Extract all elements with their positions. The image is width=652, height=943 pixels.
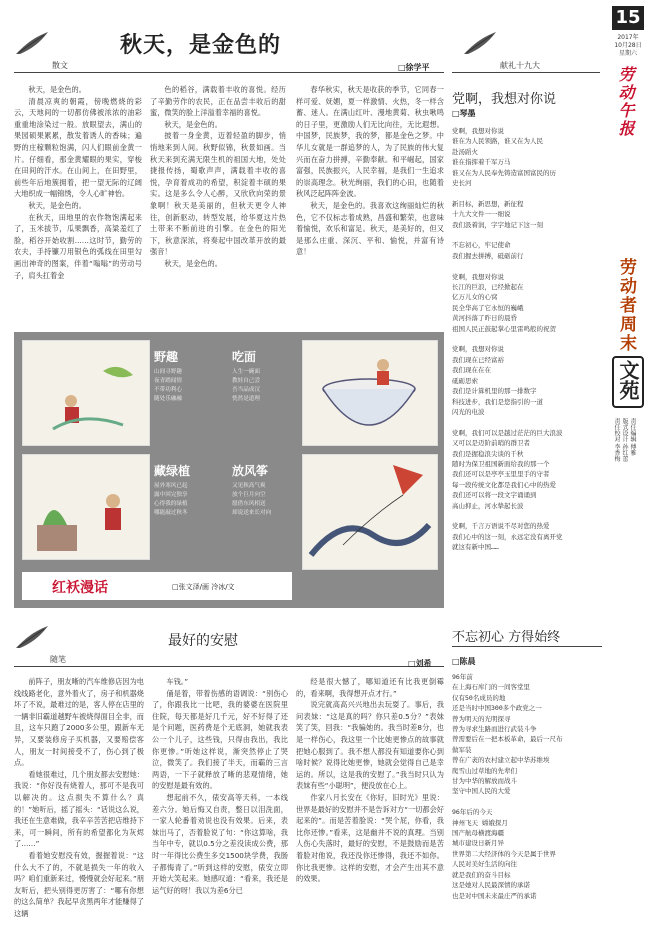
- poem-line: 每一段传统文化都是我们心中的热爱: [452, 480, 556, 489]
- poem-line: 曾为寻求生路而进行武装斗争: [452, 725, 537, 734]
- poem-line: 就是我们的奋斗目标: [452, 870, 511, 879]
- poem-line: 就这有新中国……: [452, 543, 499, 552]
- stanza-gap: [452, 230, 602, 240]
- poem2-author: □陈晨: [452, 657, 476, 666]
- article1-column-2: 色的稻谷，满载着丰收的喜悦。经历了辛勤劳作的农民，正在品尝丰收后的甜蜜，微笑的脸上洋溢着幸福的喜悦。 秋天，是金色的。 披着一身金黄，迈着轻盈的脚步，悄悄地来到人间。秋野似锦，秋景如画。当秋天来到充满无限生机的祖国大地，处处捷报传扬，蜀歌声声，满载着丰收的喜悦，孕育着成功的希望，积淀着丰硕的果实。这是多么令人心醉，又欣欣向荣的景象啊！秋天是美丽的，但秋天更令人神往，创新驱动，转型发展，给华夏这片热土带来不断前进的引擎。在金色的阳光下，秋意深浓，将奏起中国改革开放的最强音！ 秋天，是金色的。: [150, 85, 286, 268]
- poem-line: 党啊，千言万语说不尽对您的热爱: [452, 522, 550, 531]
- poem2-title: 不忘初心 方得始终: [452, 630, 561, 645]
- issue-date: 2017年 10月28日 星期六: [614, 34, 642, 57]
- comic-panel-1-title: 野趣: [154, 350, 179, 364]
- poem-line: 世界第二大经济体的今天是属于世界: [452, 849, 556, 858]
- poem-line: 我们还可以将一段文字诵诵到: [452, 491, 537, 500]
- poem-line: 也是对中国未来最庄严的承诺: [452, 891, 537, 900]
- stanza-gap: [452, 188, 602, 198]
- poem2-body: [452, 672, 602, 938]
- essay-tag: 散文: [52, 61, 68, 70]
- stanza-gap: [452, 334, 602, 344]
- poem-line: 神州飞天 嫦娥探月: [452, 818, 508, 827]
- comic-panel-1-illustration: [22, 340, 150, 446]
- poem-line: 又可以是迈阶前哨的群卫者: [452, 439, 530, 448]
- poem-line: 做军装: [452, 745, 472, 754]
- stanza-gap: [452, 417, 602, 427]
- poem-line: 我们汲着润，字字地记下这一刻: [452, 220, 543, 229]
- poem-line: 我们现在已经富裕: [452, 355, 504, 364]
- comic-title-bar: [22, 572, 292, 600]
- poem-line: 随时为保卫祖国新面给我的那一个: [452, 459, 550, 468]
- comic-panel-3-title: 藏绿植: [154, 464, 191, 478]
- feather-pen-icon: [14, 624, 50, 650]
- poem-line: 民全华高了它永恒的巍峨: [452, 303, 524, 312]
- editor-credits: 责任编辑 傅雅 版式设计 孙红蕾 责任校对 李香梅: [613, 418, 636, 462]
- poem-line: 我们心中的这一刻，永远定没有离开党: [452, 532, 563, 541]
- poem-line: 仅有50名成员的地: [452, 693, 506, 702]
- section-name: 劳动者周末: [616, 258, 636, 353]
- poem-line: 甘为中华的解放而战斗: [452, 777, 517, 786]
- notes-tag: 随笔: [50, 655, 66, 664]
- poem-line: 96年前: [452, 673, 473, 681]
- comic-title: 红袄漫话: [52, 580, 108, 596]
- poem1-author: □琴墨: [452, 109, 476, 118]
- poem-line: 这是她对人民最深情的承诺: [452, 881, 530, 890]
- poem-line: 赴汤蹈火: [452, 147, 478, 156]
- poem-line: 在上海石库门的一间客堂里: [452, 683, 530, 692]
- poem1-title: 党啊，我想对你说: [452, 92, 557, 107]
- poem-line: 长江的巨浪，已经掀起在: [452, 283, 524, 292]
- poem-line: 祖国人民正鼓起掌心里雷鸣般的祝贺: [452, 324, 556, 333]
- poem-line: 新目标，新思想，新征程: [452, 199, 524, 208]
- poem-line: 曾需要后在一把本板革命，最后一尺布: [452, 735, 563, 744]
- poem-line: 谁在指挥着千军万马: [452, 158, 511, 167]
- comic-panel-1-poem: 山间寻野趣 夜青踏闻情 不带功利心 随处乐融融: [154, 369, 182, 402]
- poem-line: 党啊，我想对你说: [452, 272, 504, 281]
- stanza-gap: [452, 797, 602, 807]
- stanza-gap: [452, 511, 602, 521]
- poem-line: 爬雪山过草地的先辈们: [452, 766, 517, 775]
- poem-line: 党啊，我们可以是越过茫茫的巨大浪波: [452, 428, 563, 437]
- comic-panel-4-poem: 又见秋高气爽 放个巨月向空 愿借东风相送 却说送来长对向: [232, 483, 272, 516]
- comic-panel-2-title: 吃面: [232, 350, 257, 364]
- poem-line: 我们是握稳浪尖谈的千秋: [452, 449, 524, 458]
- poem-line: 城市建设日新月异: [452, 839, 504, 848]
- poem-line: 闪光的电波: [452, 407, 485, 416]
- poem1-body: [452, 126, 602, 608]
- comic-panel-2-poem: 人生一碗面 教娃自己尝 吾当品成汉 恍然是道理: [232, 369, 260, 402]
- poem-line: 亿万儿女的心窝: [452, 293, 498, 302]
- poem-line: 我们现在在在: [452, 366, 491, 375]
- article1-column-3: 春华秋实，秋天是收获的季节，它同春一样可爱、妩媚，夏一样激情、火热，冬一样含蓄、迷人。在满山红叶、漫地黄菊、秋虫啾鸣的日子里，更激励人们无比向往，无比遐想。中国梦，民族梦，我的梦，都是金色之梦。中华儿女就是一群追梦的人，为了民族的伟大复兴而在奋力拼搏，辛勤奉献。和平崛起，国家富强，民族振兴，人民幸福，是我们一生追求的崇高理念。秋光绚丽，我们的心田，也随着秋风泛起阵阵金波。 秋天，是金色的。我喜欢这绚丽灿烂的秋色，它不仅标志着成熟，昌盛和繁荣，也意味着愉悦，欢乐和富足。秋天，是美好的，但又是那么庄重、深沉、平和、愉悦，并富有诗意！: [296, 85, 444, 257]
- poem-line: 曾在广袤的农村建立起中华苏维埃: [452, 756, 550, 765]
- poem-line: 十九大文件一一细说: [452, 210, 511, 219]
- article1-author: □徐学平: [398, 63, 430, 72]
- poem-line: 黄河抖落了昨日的晨昏: [452, 314, 517, 323]
- comic-credit: □张文泽/画 冷冰/文: [172, 583, 235, 591]
- article2-column-3: 经是很大憾了，哪知道还有比我更倒霉的，看来啊，我得想开点才行。” 说完就高高兴兴地出去玩耍了。事后，我问表妹：“这是真的吗？你只差0.5分？”表妹笑了笑，回我：“我骗她的。我当时差8分，也是一样伤心，我这里一个比她更惨点的故事就把她心服到了。我不想人都没有知道要你心到啥时候？说得比她更惨，她就会觉得自己是幸运的。所以，这是我的安慰了。”我当时只认为表妹有些“小聪明”，便没放在心上。 作家八月长安在《你好，旧时光》里说：世界是最好的安慰并不是告诉对方“一切都会好起来的”。而是苦着脸说：“哭个屁，你看，我比你还惨。”看来，这是幽并不说的真理。当别人伤心失落时，最好的安慰，不是鼓励而是苦着脸对他说，我还没你还惨得，我还不如你。你比我更惨。这样的安慰，才会产生出其不意的效果。: [296, 677, 444, 884]
- poem-line: 科技进步，我们是您指引的一道: [452, 397, 543, 406]
- poem-line: 谁在为人民领路，谁又在为人民: [452, 137, 543, 146]
- comic-panel-3-poem: 屋外寒风已起 露中回完独享 心得我的绿植 哪能敲过秋冬: [154, 483, 188, 516]
- page-number: 15: [612, 6, 644, 30]
- comic-panel-4-illustration: [302, 454, 438, 570]
- feather-pen-icon: [14, 30, 50, 56]
- poem-line: 党啊，我想对你说: [452, 345, 504, 354]
- poem-line: 我们还可以是亭亭玉里里手的守者: [452, 470, 550, 479]
- article2-author: □刘希: [408, 659, 432, 668]
- poem-line: 96年后的今天: [452, 808, 493, 817]
- poem-line: 我们是计算机里的那一排数字: [452, 387, 537, 396]
- article2-title: 最好的安慰: [168, 633, 238, 649]
- poem-line: 谁又在为人民奉先铸造富国富民的历: [452, 168, 556, 177]
- masthead-logo: 劳动午报: [616, 66, 635, 138]
- poem-line: 党啊，我想对你说: [452, 127, 504, 135]
- poem-line: 人民对美好生活的向往: [452, 860, 517, 869]
- poem-line: 不忘初心，牢记使命: [452, 241, 511, 250]
- poem-line: 史长河: [452, 179, 472, 188]
- poem-line: 砥砺思索: [452, 376, 478, 385]
- article1-title: 秋天，是金色的: [120, 33, 282, 58]
- feather-pen-icon: [462, 30, 498, 56]
- comic-panel-2-illustration: [302, 340, 438, 446]
- article2-column-1: 前阵子，朋友晰的汽车维修店因为电线线路老化，意外着火了，房子和机器烧坏了不说，最难过的是，客人停在店里的一辆非旧霸道越野车被烧得面目全非，而且，这车只跑了2000多公里，跟新车无异，又要装修房子买机器，又要赔偿客人，朋友一时间接受不了，伤心到了极点。 看她很难过，几个朋友都去安慰她：我说：“你好没有烧着人，那可不是我可以解决的。这点损失不算什么？真的！”她听后，摇了摇头：“话说这么说，我还在生意难做，我辛辛苦苦把店维持下来，可一瞬间，所有的希望都化为灰烬了……” 看着她安慰没有效，握握着说：“这什么大不了的，不就是损失一年的收入吗？咱们重新来过，慢慢就会好起来。”朋友听后，把头别得更厉害了：“哪有你想的这么简单？我起早贪黑两年才能赚得了这辆: [14, 677, 144, 918]
- poem-line: 我们握去拼搏，砥砺前行: [452, 251, 524, 260]
- poem-line: 高山抑止，河水挚起长波: [452, 501, 524, 510]
- poem-line: 坚守中国人民的大爱: [452, 787, 511, 796]
- poem-line: 国产航母横渡海疆: [452, 829, 504, 838]
- comic-panel-4-title: 放风筝: [232, 464, 269, 478]
- gift-tag: 献礼十九大: [500, 61, 540, 70]
- poem-line: 还是当时中国300多个政党之一: [452, 704, 542, 713]
- section-box: 文苑: [612, 356, 644, 408]
- article1-column-1: 秋天，是金色的。 清晨凉爽的朝霞，傍晚燃烧的彩云，天地间的一切都仿佛被浓浓的油彩重重地涂染过一般。放眼望去，满山的果园硕果累累，散发着诱人的香味；遍野的庄稼颗粒饱满，闪人们眼前金黄一片。仔细看，那金黄耀眼的果实，穿梭在田间的汗水。在山间上，在田野里，前些年后地簇拥着，把一望无际的辽阔大地织成一幅锦绣，令人心旷神怡。 秋天，是金色的。 在秋天，田地里的农作物饱满起来了，玉米拔节，瓜果飘香，高粱羞红了脸，稻谷开始收割……这时节，勤劳的农夫，手持镰刀用银色的弧线在田里勾画出神奇的图案，伴着“嗡嗡”的劳动号子，肩头扛着金: [14, 85, 142, 280]
- article2-column-2: 车钱。” 俑是着，带着伤感的语调说：“别伤心了，你跟我比一比吧，我的婆婆在医院里住院，每天都是好几千元，好不好得了还是个问题，医药费是个无底洞，她就我表公一个儿子，这些钱，只得由我出，我比你更惨。”听她这样说，渐突然停止了哭泣，微笑了。我们接了半天，而霸的三言两语，一下子就释放了晰的悲观情绪，她的安慰是最有效的。 想起前不久，俵安高等天科，一本线差六分。她后悔又自责，整日以泪洗面，一家人轮番着劝说也没有效果。后来，表妹出马了，否着脸说了句：“你这算啥，我当年中专，就以0.5分之差没读成公费，那时一年得比公费生多交1500块学费，我肠子都悔青了。”听到这样的安慰，俵安立即开始大笑起来。她感叹道：“看来，我还是运气好的呀！我以为差6分已: [152, 677, 288, 895]
- poem-line: 曾为明天的光明探寻: [452, 714, 511, 723]
- comic-panel-3-illustration: [22, 454, 150, 560]
- stanza-gap: [452, 261, 602, 271]
